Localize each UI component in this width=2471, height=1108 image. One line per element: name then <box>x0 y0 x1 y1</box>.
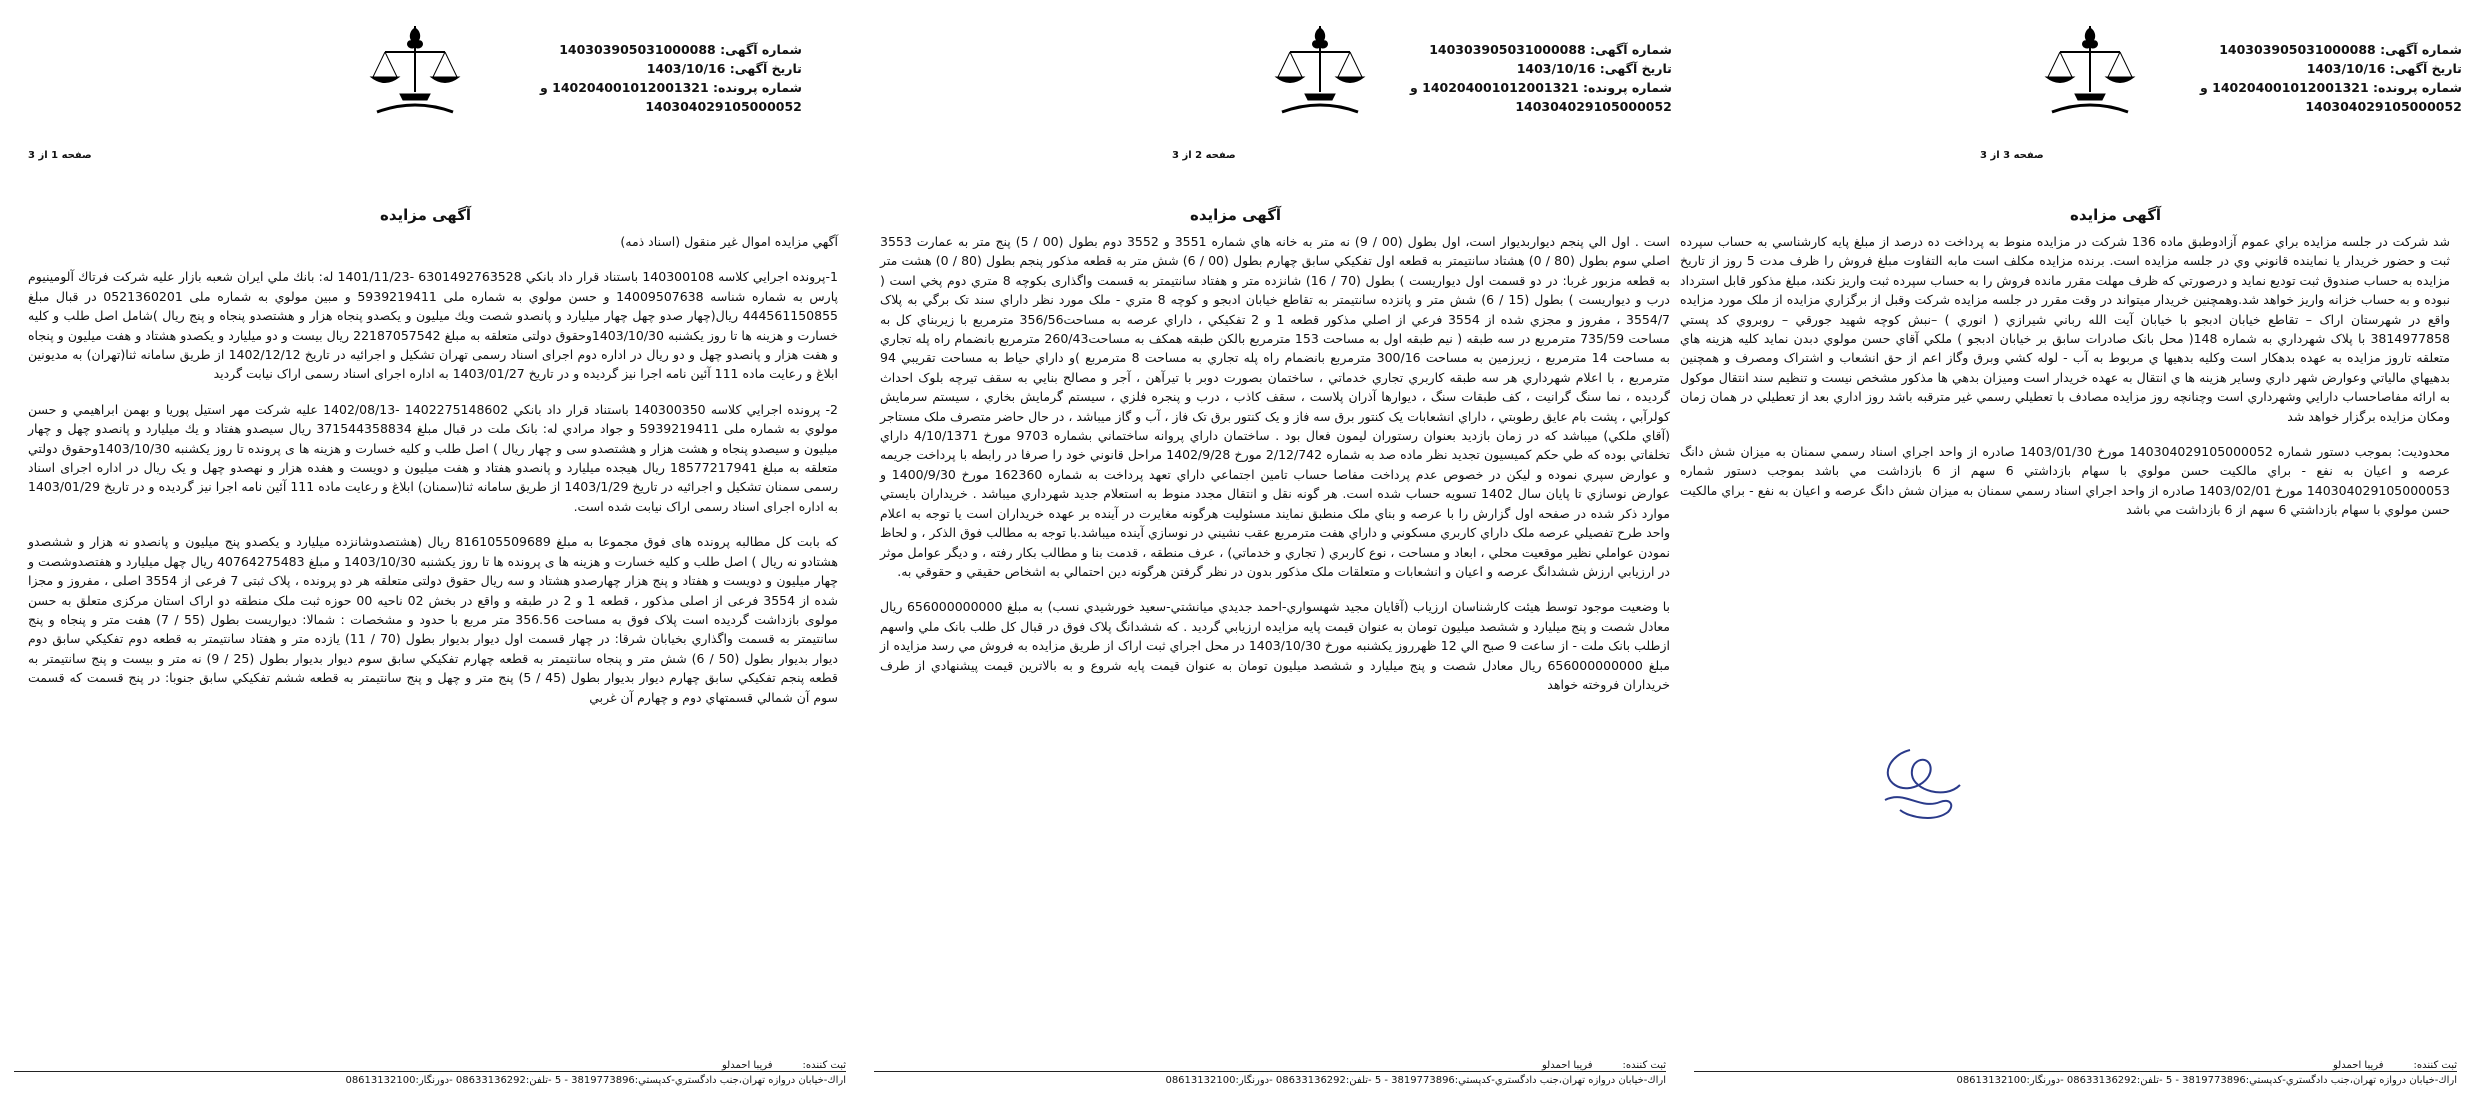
notice-title: آگهی مزایده <box>380 206 472 224</box>
file-number: شماره پرونده: 140204001012001321 و <box>2200 80 2462 95</box>
notice-meta <box>2200 40 2462 116</box>
judiciary-emblem-icon <box>355 22 475 132</box>
ad-date: تاریخ آگهی: 1403/10/16 <box>1516 61 1672 76</box>
signer-name: فريبا احمدلو <box>2333 1060 2384 1071</box>
notice-footer <box>1694 1060 2457 1086</box>
notice-footer <box>874 1060 1666 1086</box>
file-number-2: 140304029105000052 <box>645 99 802 114</box>
office-address: اراك-خيابان دروازه تهران،جنب دادگستري-كدپستي:3819773896 - 5 -تلفن:08633136292 -دورنگار:08613132100 <box>345 1075 846 1086</box>
footer-divider <box>14 1071 846 1072</box>
notice-page-3 <box>1680 0 2471 1108</box>
notice-title: آگهی مزایده <box>2070 206 2162 224</box>
signer-label: ثبت كننده: <box>802 1060 846 1071</box>
ad-date: تاریخ آگهی: 1403/10/16 <box>646 61 802 76</box>
notice-body <box>28 232 838 723</box>
ad-number: شماره آگهی: 140303905031000088 <box>2219 42 2462 57</box>
page-number: صفحه 2 از 3 <box>1172 150 1236 161</box>
office-address: اراك-خيابان دروازه تهران،جنب دادگستري-كدپستي:3819773896 - 5 -تلفن:08633136292 -دورنگار:08613132100 <box>1165 1075 1666 1086</box>
notice-paragraph: كه بابت كل مطالبه پرونده های فوق مجموعا به مبلغ 816105509689 ريال (هشتصدوشانزده ميليارد و يكصدو پنج ميليون و پانصدو نه هزار و ششصدو هشتادو نه ريال ) اصل طلب و كليه خسارت و هزينه ها ی پرونده ها تا روز يكشنبه 1403/10/30 و مبلغ 40764275483 ريال چهل ميليارد و هفتصدوشصت و چهار ميليون و دويست و هفتاد و پنج هزار چهارصدو هشتاد و سه ريال حقوق دولتی متعلقه هر دو پرونده ، پلاک ثبتی 7 فرعی از 3554 اصلی ، مفروز و مجزا شده از 3554 فرعی از اصلی مذكور ، قطعه 1 و 2 در طبقه و واقع در بخش 02 ناحيه 00 حوزه ثبت ملک منطقه دو اراک استان مركزی متعلق به حسن مولوی بازداشت گرديده است پلاک فوق به مساحت 356.56 متر مربع با حدود و مشخصات : شمالا: ديواريست بطول (55 / 7) هفت متر و پنجاه و پنج سانتيمتر به قسمت واگذاري بخيابان شرقا: در چهار قسمت اول ديوار بديوار بطول (70 / 11) يازده متر و هفتاد سانتيمتر به قطعه دوم تفكيكي سابق دوم ديوار بديوار بطول (50 / 6) شش متر و پنجاه سانتيمتر به قطعه چهارم تفكيكي سابق سوم ديوار بديوار بطول (25 / 9) نه متر و بيست و پنج سانتيمتر به قطعه پنجم تفكيكي سابق چهارم ديوار بديوار بطول (45 / 5) پنج متر و چهل و پنج سانتيمتر به قطعه ششم تفكيكي سابق جنوبا: در پنج قسمت كه قسمت سوم آن شمالي قسمتهاي دوم و چهارم آن غربي <box>28 534 839 705</box>
notice-paragraph: شد شركت در جلسه مزايده براي عموم آزادوطبق ماده 136 شركت در مزايده منوط به پرداخت ده درصد از مبلغ پايه كارشناسي به حساب سپرده ثبت و حضور خريدار يا نماينده قانوني وي در جلسه مزايده است. برنده مزايده مكلف است مابه التفاوت مبلغ فروش را ظرف مدت 5 روز از تاريخ مزايده به حساب صندوق ثبت توديع نمايد و درصورتي كه ظرف مهلت مقرر مانده فروش را به حساب سپرده ثبت واريز نكند، مبلغ مذكور قابل استرداد نبوده و به حساب خزانه واريز خواهد شد.وهمچنين خريدار ميتواند در وقت مقرر در جلسه مزايده شركت وقبل از برگزاري مزايده از ملک مورد مزايده واقع در شهرستان اراک – تقاطع خيابان ادبجو با خيابان آيت الله رباني شيرازي ( انوري ) –نبش كوچه شهيد جورقي – روبروي كد پستي 3814977858 با پلاک شهرداري به شماره 148( محل بانک صادرات سابق بر خيابان ادبجو ) ملكي آقاي حسن مولوي دبدن نمايد كليه هزينه هاي متعلقه تاروز مزايده به عهده بدهكار است وكليه بدهيها ي مربوط به آب - لوله كشي وبرق وگاز اعم از حق انشعاب و اشتراک ومصرف و همچنين بدهيهاي مالياتي وعوارض شهر داري وساير هزينه ها ي انتقال به عهده خريدار است وميزان بدهي ها مذكور مشخص نيست و تنظيم سند انتقال موكول به ارائه مفاصاحساب دارايي وشهرداري است وچنانچه روز مزايده مصادف با تعطيلي رسمي غير مترقبه باشد روز اداري بعد از تعطيلي در همان زمان ومكان مزايده برگزار خواهد شد <box>1680 234 2451 424</box>
notice-meta <box>540 40 802 116</box>
notice-body <box>1680 232 2450 536</box>
notice-page-2 <box>860 0 1680 1108</box>
notice-body <box>880 232 1670 710</box>
notice-paragraph: 2- پرونده اجرايي كلاسه 140300350 باستناد قرار داد بانكي 1402275148602 -1402/08/13 عليه شركت مهر استيل پوريا و بهمن ابراهيمي و حسن مولوي به شماره ملی 5939219411 و جواد مرادي له: بانک ملت در قبال مبلغ 371544358834 ريال سيصدو هفتاد و يك ميليارد و پانصدو چهل و چهار ميليون و سيصدو پنجاه و هشت هزار و هشتصدو سی و چهار ريال ) اصل طلب و كليه خسارت و هزينه ها ی پرونده تا روز يكشنبه 1403/10/30وحقوق دولتي متعلقه به مبلغ 18577217941 ريال هيجده ميليارد و پانصدو هفتاد و هفت ميليون و دويست و هفده هزار و نهصدو چهل و يک ريال در اداره اجرای اسناد رسمی سمنان تشكيل و اجرائيه در تاريخ 1403/1/29 از طريق سامانه ثنا(سمنان) ابلاغ و رعايت ماده 111 آئين نامه اجرا نيز گرديده و در تاريخ 1403/01/29 به اداره اجرای اسناد رسمی اراک نيابت شده است. <box>28 401 838 514</box>
file-number: شماره پرونده: 140204001012001321 و <box>1410 80 1672 95</box>
notice-footer <box>14 1060 846 1086</box>
notice-paragraph: آگهي مزايده اموال غير منقول (اسناد ذمه) <box>620 234 838 249</box>
signer-label: ثبت كننده: <box>2413 1060 2457 1071</box>
judiciary-emblem-icon <box>2030 22 2150 132</box>
notice-paragraph: محدوديت: بموجب دستور شماره 140304029105000052 مورخ 1403/01/30 صادره از واحد اجراي اسناد رسمي سمنان به ميزان شش دانگ عرصه و اعيان به نفع - براي مالكيت حسن مولوي با سهام بازداشتي 6 سهم از 6 بازداشت مي باشد بموجب دستور شماره 140304029105000053 مورخ 1403/02/01 صادره از واحد اجراي اسناد رسمي سمنان به ميزان شش دانگ عرصه و اعيان به نفع - براي مالكيت حسن مولوي با سهام بازداشتي 6 سهم از 6 بازداشت مي باشد <box>1680 444 2451 518</box>
signer-label: ثبت كننده: <box>1622 1060 1666 1071</box>
office-address: اراك-خيابان دروازه تهران،جنب دادگستري-كدپستي:3819773896 - 5 -تلفن:08633136292 -دورنگار:08613132100 <box>1956 1075 2457 1086</box>
page-number: صفحه 1 از 3 <box>28 150 92 161</box>
footer-divider <box>1694 1071 2457 1072</box>
notice-meta <box>1410 40 1672 116</box>
signer-name: فريبا احمدلو <box>1542 1060 1593 1071</box>
ad-date: تاریخ آگهی: 1403/10/16 <box>2306 61 2462 76</box>
notice-paragraph: است . اول الي پنجم ديواربديوار است، اول بطول (00 / 9) نه متر به خانه هاي شماره 3551 و 3552 دوم بطول (00 / 5) پنج متر به عمارت 3553 اصلي سوم بطول (80 / 0) هشتاد سانتيمتر به قطعه اول تفكيكي سابق چهارم بطول (00 / 6) شش متر به قطعه مذكور پنجم بطول (80 / 0) هشت متر به قطعه مزبور غربا: در دو قسمت اول ديواريست ) بطول (70 / 16) شانزده متر و هفتاد سانتيمتر به قسمت واگذاری بكوچه 8 متري دوم پخي است ( درب و ديواريست ) بطول (15 / 6) شش متر و پانزده سانتيمتر به تقاطع خيابان ادبجو و كوچه 8 متري - ملک مورد نظر داراي سند تک برگي به پلاک 3554/7 ، مفروز و مجزي شده از 3554 فرعي از اصلي مذكور قطعه 1 و 2 تفكيكي ، داراي عرصه به مساحت356/56 مترمربع با زيربناي كل به مساحت 735/59 مترمربع در سه طبقه ( نيم طبقه اول به مساحت 153 مترمربع بالكن طبقه همكف به مساحت260/43 مترمربع بانضمام راه پله تجاري به مساحت 14 مترمربع ، زيرزمين به مساحت 300/16 مترمربع بانضمام راه پله تجاري به مساحت 8 مترمربع )و داراي حياط به مساحت تقريبي 94 مترمربع ، با اعلام شهرداري هر سه طبقه كاربري تجاري خدماتي ، ساختمان بصورت دوبر با تيرآهن ، آجر و مصالح بنايي به سقف تيرچه بلوک احداث گرديده ، نما سنگ گرانيت ، كف طبقات سنگ ، ديوارها آذران پلاست ، سقف كاذب ، درب و پنجره فلزي ، سيستم گرمايش بخاري ، سيستم سرمايش كولرآبي ، پشت بام عايق رطوبتي ، داراي انشعابات يک كنتور برق سه فاز و يک كنتور برق تک فاز ، آب و گاز ميباشد ، در حال حاضر متصرف ملک مستاجر (آقاي ملكي) ميباشد كه در زمان بازديد بعنوان رستوران ليمون فعال بود . ساختمان داراي پروانه ساختماني بشماره 9703 مورخ 4/10/1371 داراي تخلفاتي بوده كه طي حكم كميسيون تجديد نظر ماده صد به شماره 2/12/742 مورخ 1402/9/28 مراحل قانوني خود را صرفا در رابطه با پرداخت جريمه و عوارض سپري نموده و ليكن در خصوص عدم پرداخت مفاصا حساب تامين اجتماعي داراي تعهد پرداخت به شماره 162360 مورخ 1400/9/30 و عوارض نوسازي تا پايان سال 1402 تسويه حساب شده است. هر گونه نقل و انتقال مجدد منوط به استعلام جديد شهرداري ميباشد . خريداران بايستي موارد ذكر شده در صفحه اول گزارش را با عرصه و بناي ملک منطبق نمايند مسئوليت هرگونه مغايرت در آينده بر عهده خريداران است يا توجه به اعلام واحد طرح تفصيلي عرصه ملک داراي كاربري مسكوني و داراي هفت مترمربع عقب نشيني در نوسازي آينده ميباشد.با توجه به مطالب فوق الذكر ، و لحاظ نمودن عواملي نظير موقعيت محلي ، ابعاد و مساحت ، نوع كاربري ( تجاري و خدماتي) ، عرف منطقه ، قدمت بنا و مطالب بكار رفته ، و ديگر عوامل موثر در ارزيابي ارزش ششدانگ عرصه و اعيان و انشعابات و متعلقات ملک مذكور بدون در نظر گرفتن هرگونه دين احتمالي به اشخاص حقيقي و حقوقي به. <box>880 234 1671 579</box>
notice-paragraph: 1-پرونده اجرايي كلاسه 140300108 باستناد قرار داد بانكي 6301492763528 -1401/11/23 له: بانك ملي ايران شعبه بازار عليه شركت فرتاك آلومينيوم پارس به شماره شناسه 14009507638 و حسن مولوي به شماره ملی 5939219411 و مبين مولوي به شماره ملی 0521360201 در قبال مبلغ 444561150855 ريال(چهار صدو چهل چهار ميليارد و پانصدو شصت ويك ميليون و يكصدو پنجاه هزار و هشتصدو پنجاه و پنج ريال )شامل اصل طلب و كليه خسارت و هزينه ها تا روز يكشنبه 1403/10/30وحقوق دولتی متعلقه به مبلغ 22187057542 ريال بيست و دو ميليارد و يكصدو هشتاد و هفت ميليون و پنجاه و هفت هزار و پانصدو چهل و دو ريال در اداره دوم اجرای اسناد رسمی تهران تشكيل و اجرائيه در تاريخ 1402/12/12 از طريق سامانه ثنا(تهران) به مديونين ابلاغ و رعايت ماده 111 آئين نامه اجرا نيز گرديده و در تاريخ 1403/01/27 به اداره اجرای اسناد رسمی اراک نيابت گرديد <box>28 269 838 382</box>
notice-paragraph: با وضعيت موجود توسط هيئت كارشناسان ارزياب (آقايان مجيد شهسواري-احمد جديدي ميانشتي-سعيد خورشيدي نسب) به مبلغ 656000000000 ريال معادل شصت و پنج ميليارد و ششصد ميليون تومان به عنوان قيمت پايه مزايده ارزيابي گرديد . كه ششدانگ پلاک فوق در قبال كل طلب بانک ملي واسهم ازطلب بانک ملت - از ساعت 9 صبح الي 12 ظهرروز يكشنبه مورخ 1403/10/30 در محل اجراي ثبت اراک از طريق مزايده به فروش مي رسد مزايده از مبلغ 656000000000 ريال معادل شصت و پنج ميليارد و ششصد ميليون تومان به عنوان قيمت پايه شروع و به بالاترين قيمت پيشنهادي از طرف خريداران فروخته خواهد <box>880 599 1670 692</box>
ad-number: شماره آگهی: 140303905031000088 <box>1429 42 1672 57</box>
notice-title: آگهی مزایده <box>1190 206 1282 224</box>
notice-page-1 <box>0 0 860 1108</box>
signer-name: فريبا احمدلو <box>722 1060 773 1071</box>
page-number: صفحه 3 از 3 <box>1980 150 2044 161</box>
signature-icon <box>1850 730 1980 830</box>
file-number-2: 140304029105000052 <box>2305 99 2462 114</box>
footer-divider <box>874 1071 1666 1072</box>
file-number-2: 140304029105000052 <box>1515 99 1672 114</box>
ad-number: شماره آگهی: 140303905031000088 <box>559 42 802 57</box>
judiciary-emblem-icon <box>1260 22 1380 132</box>
file-number: شماره پرونده: 140204001012001321 و <box>540 80 802 95</box>
